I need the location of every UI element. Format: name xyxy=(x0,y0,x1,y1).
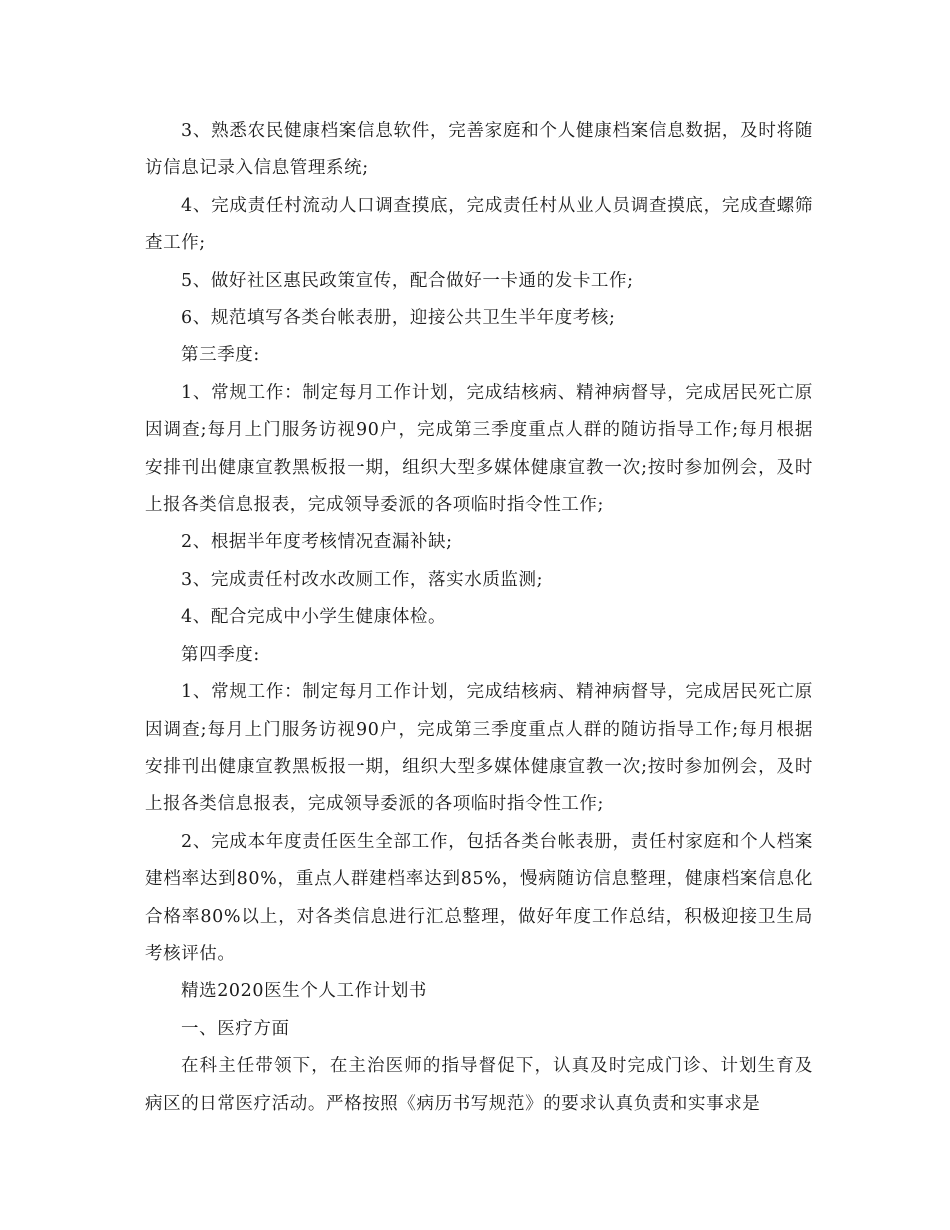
paragraph-item-4: 4、完成责任村流动人口调查摸底，完成责任村从业人员调查摸底，完成查螺筛查工作; xyxy=(145,195,813,254)
paragraph-item-6: 6、规范填写各类台帐表册，迎接公共卫生半年度考核; xyxy=(181,308,616,329)
medical-paragraph: 在科主任带领下，在主治医师的指导督促下，认真及时完成门诊、计划生育及病区的日常医疗活动。严格按照《病历书写规范》的要求认真负责和实事求是 xyxy=(145,1056,813,1114)
q3-item-2: 2、根据半年度考核情况查漏补缺; xyxy=(181,532,453,553)
q3-item-1: 1、常规工作：制定每月工作计划，完成结核病、精神病督导，完成居民死亡原因调查;每月上门服务访视90户，完成第三季度重点人群的随访指导工作;每月根据安排刊出健康宣教黑板报一期，组织大型多媒体健康宣教一次;按时参加例会，及时上报各类信息报表，完成领导委派的各项临时指令性工作; xyxy=(145,382,813,516)
document-subtitle: 精选2020医生个人工作计划书 xyxy=(181,981,428,1002)
q4-item-2: 2、完成本年度责任医生全部工作，包括各类台帐表册，责任村家庭和个人档案建档率达到80%，重点人群建档率达到85%，慢病随访信息整理，健康档案信息化合格率80%以上，对各类信息进行汇总整理，做好年度工作总结，积极迎接卫生局考核评估。 xyxy=(145,831,813,964)
paragraph-item-5: 5、做好社区惠民政策宣传，配合做好一卡通的发卡工作; xyxy=(181,270,634,291)
q4-item-1: 1、常规工作：制定每月工作计划，完成结核病、精神病督导，完成居民死亡原因调查;每月上门服务访视90户，完成第三季度重点人群的随访指导工作;每月根据安排刊出健康宣教黑板报一期，组织大型多媒体健康宣教一次;按时参加例会，及时上报各类信息报表，完成领导委派的各项临时指令性工作; xyxy=(145,682,813,815)
section-heading-q3: 第三季度: xyxy=(181,345,260,366)
q3-item-3: 3、完成责任村改水改厕工作，落实水质监测; xyxy=(181,569,544,590)
q3-item-4: 4、配合完成中小学生健康体检。 xyxy=(181,607,447,628)
document-body xyxy=(145,113,813,1123)
paragraph-item-3: 3、熟悉农民健康档案信息软件，完善家庭和个人健康档案信息数据，及时将随访信息记录入信息管理系统; xyxy=(145,121,813,179)
section-heading-q4: 第四季度: xyxy=(181,644,260,665)
section-heading-medical: 一、医疗方面 xyxy=(181,1018,290,1039)
